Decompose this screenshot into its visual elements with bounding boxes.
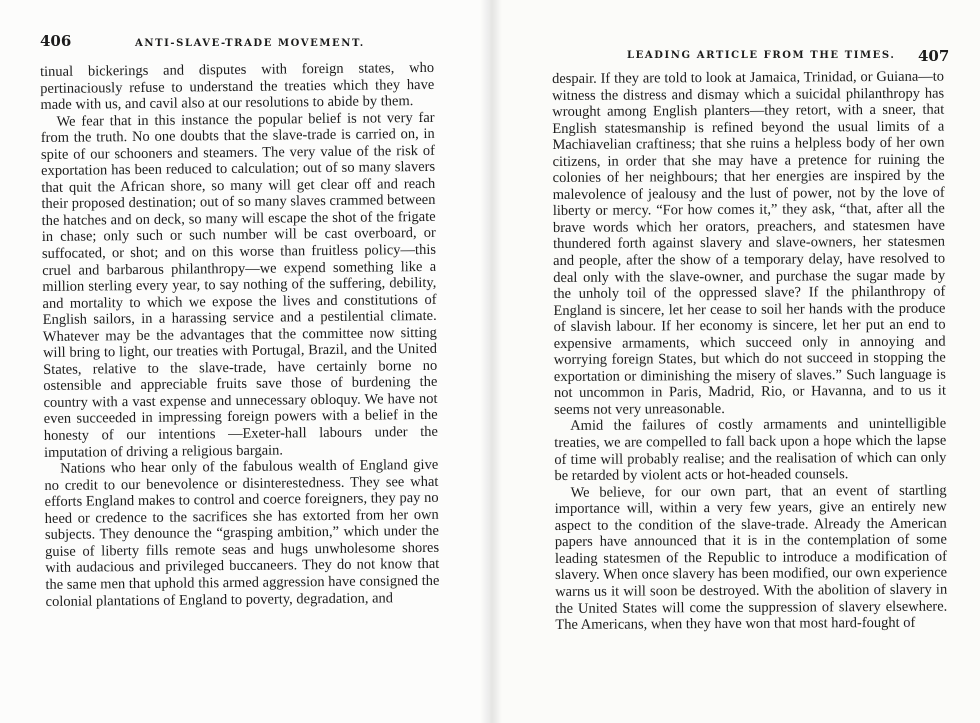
right-page-body xyxy=(552,69,947,634)
left-page-body xyxy=(40,60,440,610)
paragraph: Nations who hear only of the fabulous wealth of England give no credit to our benevolence or disinterestedness. They see what efforts England makes to control and coerce foreigners, they pay no heed or credence to the sacrifices she has extorted from her own subjects. They denounce the “grasping ambition,” which under the guise of liberty fills remote seas and hugs unwholesome shores with audacious and privileged buccaneers. They do not know that the same men that uphold this armed aggression have consigned the colonial plantations of England to poverty, degradation, and xyxy=(44,456,440,610)
right-page-number: 407 xyxy=(918,47,950,65)
paragraph: We fear that in this instance the popular belief is not very far from the truth. No one doubts that the slave-trade is carried on, in spite of our schooners and steamers. The very value of the risk of exportation has been reduced to calculation; out of so many slavers that quit the African shore, so many will get clear off and reach their proposed destination; out of so many slaves crammed between the hatches and on deck, so many will escape the shot of the frigate in chase; only such or such number will be cast overboard, or suffocated, or shot; and on this worse than fruitless policy—this cruel and barbarous philanthropy—we expend something like a million sterling every year, to say nothing of the suffering, debility, and mortality to which we expose the lives and constitutions of English sailors, in a harassing service and a pestilential climate. Whatever may be the advantages that the committee now sitting will bring to light, our treaties with Portugal, Brazil, and the United States, relative to the slave-trade, have certainly borne no ostensible and appreciable fruits save those of burdening the country with a vast expense and unnecessary obloquy. We have not even succeeded in impressing foreign powers with a belief in the honesty of our intentions —Exeter-hall labours under the imputation of driving a religious bargain. xyxy=(40,109,438,461)
paragraph: despair. If they are told to look at Jamaica, Trinidad, or Guiana—to witness the distress and dismay which a suicidal philanthropy has wrought among English planters—they retort, with a sneer, that English statesmanship is refined beyond the usual limits of a Machiavelian craftiness; that she ruins a helpless body of her own citizens, in order that she may have a pretence for ruining the colonies of her neighbours; that her energies are inspired by the malevolence of jealousy and the lust of power, not by the love of liberty or mercy. “For how comes it,” they ask, “that, after all the brave words which her orators, preachers, and statesmen have thundered forth against slavery and slave-owners, her statesmen and people, after the show of a temporary delay, have resolved to deal only with the slave-owner, and purchase the sugar made by the unholy toil of the oppressed slave? If the philanthropy of England is sincere, let her cease to soil her hands with the produce of slavish labour. If her economy is sincere, let her put an end to expensive armaments, which succeed only in annoying and worrying foreign States, but which do not succeed in stopping the exportation or diminishing the misery of slaves.” Such language is not uncommon in Paris, Madrid, Rio, or Havanna, and to us it seems not very unreasonable. xyxy=(552,68,947,418)
right-page xyxy=(490,0,980,723)
paragraph: We believe, for our own part, that an event of startling importance will, within a very few years, give an entirely new aspect to the condition of the slave-trade. Already the American papers have announced that it is in the contemplation of some leading statesmen of the Republic to introduce a modification of slavery. When once slavery has been modified, our own experience warns us it will soon be destroyed. With the abolition of slavery in the United States will come the suppression of slavery elsewhere. The Americans, when they have won that most hard-fought of xyxy=(554,482,948,634)
paragraph: tinual bickerings and disputes with foreign states, who pertinaciously refuse to understand the treaties which they have made with us, and cavil also at our resolutions to abide by them. xyxy=(40,59,435,114)
left-running-head: ANTI-SLAVE-TRADE MOVEMENT. xyxy=(135,38,365,49)
left-page-number: 406 xyxy=(40,32,72,50)
book-gutter xyxy=(480,0,502,723)
paragraph: Amid the failures of costly armaments and unintelligible treaties, we are compelled to fall back upon a hope which the lapse of time will probably realise; and the realisation of which can only be retarded by violent acts or hot-headed counsels. xyxy=(554,416,947,485)
right-running-head: LEADING ARTICLE FROM THE TIMES. xyxy=(627,50,896,61)
